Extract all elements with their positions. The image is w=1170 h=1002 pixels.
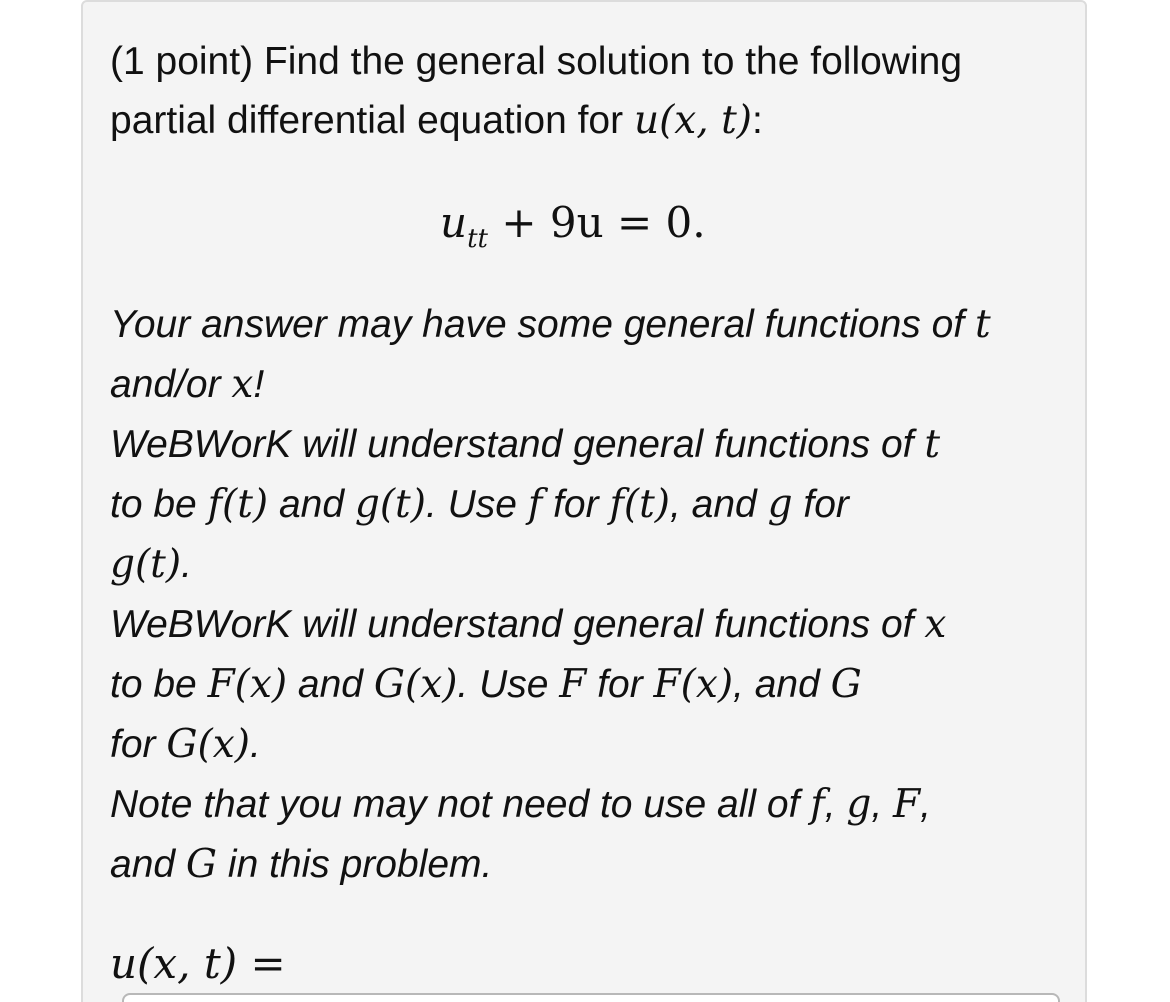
math: g(t) <box>354 482 426 527</box>
equation-rest: + 9u = 0. <box>487 198 706 247</box>
text: , and <box>670 483 768 526</box>
math: f <box>527 482 543 527</box>
problem-intro-line2 <box>110 98 763 143</box>
math: g <box>846 782 872 827</box>
math: g <box>767 482 793 527</box>
instruction-line-2 <box>110 362 265 407</box>
text: ! <box>253 363 265 406</box>
instruction-line-9 <box>110 782 931 827</box>
math: x <box>924 602 947 647</box>
pde-equation <box>440 198 706 254</box>
math: t <box>924 422 941 467</box>
problem-intro-line1 <box>110 42 962 81</box>
intro-suffix: : <box>751 99 763 142</box>
equation-u: u <box>440 198 468 247</box>
text: to be <box>110 663 208 706</box>
text: . <box>181 543 192 586</box>
math: f(t) <box>207 482 269 527</box>
math: f(t) <box>609 482 670 527</box>
text: WeBWorK will understand general functions of <box>110 603 925 646</box>
math-u-of-x-t: u(x, t) <box>633 98 752 143</box>
instruction-line-4 <box>110 482 849 527</box>
text: and <box>110 843 186 886</box>
text: . <box>249 723 261 766</box>
text: and/or <box>110 363 232 406</box>
instruction-line-8 <box>110 722 261 767</box>
math: G <box>185 842 218 887</box>
text: for <box>792 483 849 526</box>
answer-input[interactable] <box>122 993 1060 1002</box>
text: in this problem. <box>217 843 493 886</box>
instruction-line-6 <box>110 602 947 647</box>
math: G(x) <box>166 722 250 767</box>
text: to be <box>110 483 208 526</box>
instruction-line-1 <box>110 302 991 347</box>
equation-subscript: tt <box>467 224 488 254</box>
math: G(x) <box>373 662 458 707</box>
math: F <box>893 782 921 827</box>
math: G <box>830 662 862 707</box>
instruction-line-10 <box>110 842 493 887</box>
math: g(t) <box>110 542 182 587</box>
math: x <box>231 362 254 407</box>
text: and <box>287 663 374 706</box>
text: and <box>268 483 355 526</box>
math: t <box>974 302 991 347</box>
text: for <box>542 483 610 526</box>
text: , <box>824 783 847 826</box>
text: . Use <box>457 663 560 706</box>
math: F <box>559 662 587 707</box>
text: , <box>920 783 931 826</box>
text: for <box>110 723 167 766</box>
math: F(x) <box>653 662 734 707</box>
intro-text: (1 point) Find the general solution to the following <box>110 40 963 83</box>
text: , and <box>733 663 831 706</box>
instruction-line-3 <box>110 422 941 467</box>
text: Note that you may not need to use all of <box>110 783 811 826</box>
instruction-line-5 <box>110 542 192 587</box>
text: WeBWorK will understand general functions of <box>110 423 925 466</box>
text: for <box>586 663 654 706</box>
text: . Use <box>425 483 528 526</box>
instruction-line-7 <box>110 662 862 707</box>
math: f <box>810 782 825 827</box>
math: F(x) <box>207 662 288 707</box>
intro-text: partial differential equation for <box>110 99 634 142</box>
text: Your answer may have some general functions of <box>110 303 975 346</box>
answer-label: u(x, t) = <box>110 939 286 988</box>
text: , <box>871 783 894 826</box>
